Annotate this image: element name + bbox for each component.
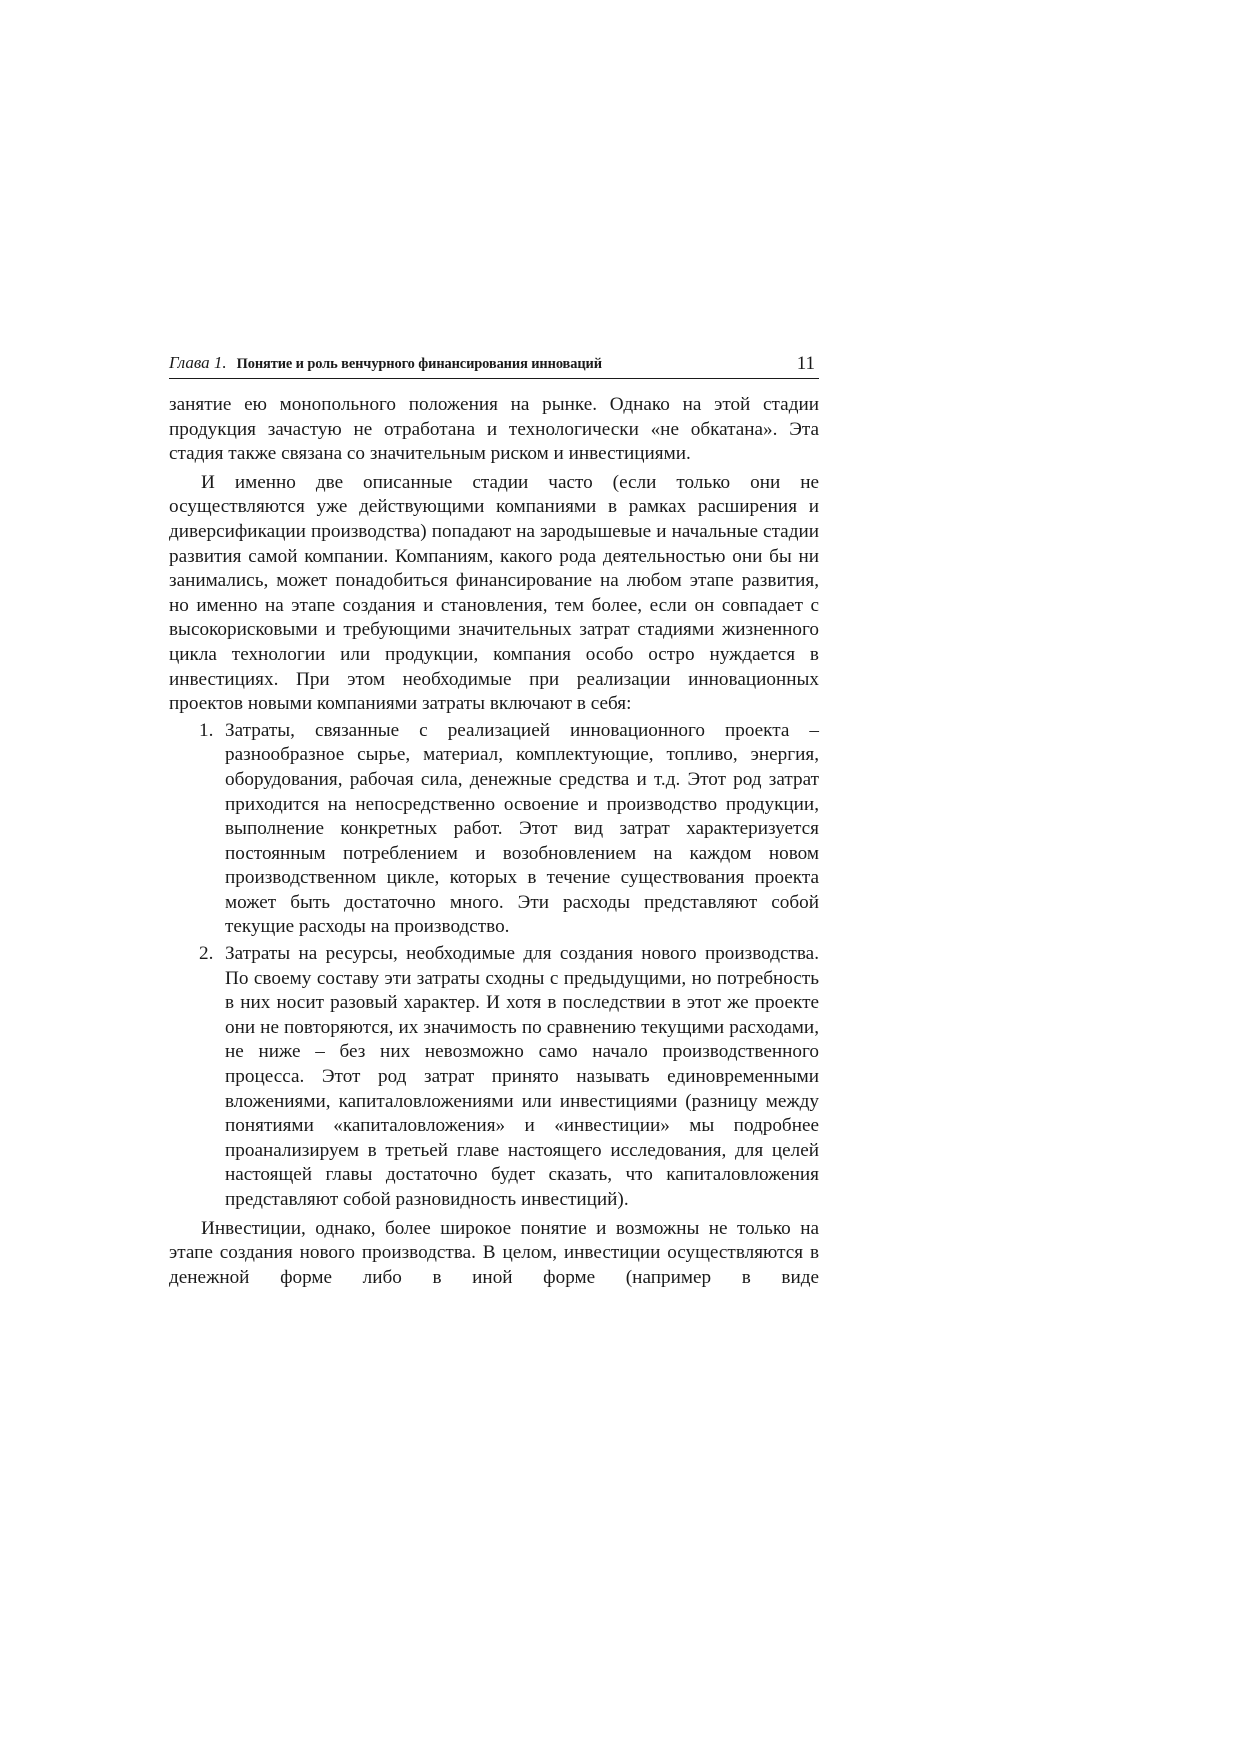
paragraph: И именно две описанные стадии часто (если только они не осуществляются уже действующими компаниями в рамках расширения и диверсификации производства) попадают на зародышевые и начальные стадии развития самой компании. Компаниям, какого рода деятельностью они бы ни занимались, может понадобиться финансирование на любом этапе развития, но именно на этапе создания и становления, тем более, если он совпадает с высокорисковыми и требующими значительных затрат стадиями жизненного цикла технологии или продукции, компания особо остро нуждается в инвестициях. При этом необходимые при реализации инновационных проектов новыми компаниями затраты включают в себя: (169, 471, 819, 715)
list-item-text: Затраты на ресурсы, необходимые для создания нового производства. По своему составу эти затраты сходны с предыдущими, но потребность в них носит разовый характер. И хотя в последствии в этот же проекте они не повторяются, их значимость по сравнению текущими расходами, не ниже – без них невозможно само начало производственного процесса. Этот род затрат принято называть единовременными вложениями, капиталовложениями или инвестициями (разницу между понятиями «капиталовложения» и «инвестиции» мы подробнее проанализируем в третьей главе настоящего исследования, для целей настоящей главы достаточно будет сказать, что капиталовложения представляют собой разновидность инвестиций). (225, 943, 819, 1210)
paragraph: Инвестиции, однако, более широкое понятие и возможны не только на этапе создания нового производства. В целом, инвестиции осуществляются в денежной форме либо в иной форме (например в виде (169, 1217, 819, 1288)
paragraph: занятие ею монопольного положения на рынке. Однако на этой стадии продукция зачастую не отработана и технологически «не обкатана». Эта стадия также связана со значительным риском и инвестициями. (169, 394, 819, 465)
list-item-number: 1. (199, 719, 214, 741)
book-page (169, 352, 819, 1290)
list-item-text: Затраты, связанные с реализацией инновационного проекта – разнообразное сырье, материал, комплектующие, топливо, энергия, оборудования, рабочая сила, денежные средства и т.д. Этот род затрат приходится на непосредственно освоение и производство продукции, выполнение конкретных работ. Этот вид затрат характеризуется постоянным потреблением и возобновлением на каждом новом производственном цикле, которых в течение существования проекта может быть достаточно много. Эти расходы представляют собой текущие расходы на производство. (225, 719, 819, 938)
chapter-label: Глава 1. (169, 353, 227, 372)
running-head (169, 352, 819, 379)
page-number: 11 (796, 353, 815, 374)
numbered-list (169, 719, 819, 1213)
list-item (169, 719, 819, 940)
body-text (169, 393, 819, 1290)
chapter-title: Понятие и роль венчурного финансирования инноваций (236, 356, 602, 372)
list-item (169, 942, 819, 1213)
list-item-number: 2. (199, 943, 214, 965)
